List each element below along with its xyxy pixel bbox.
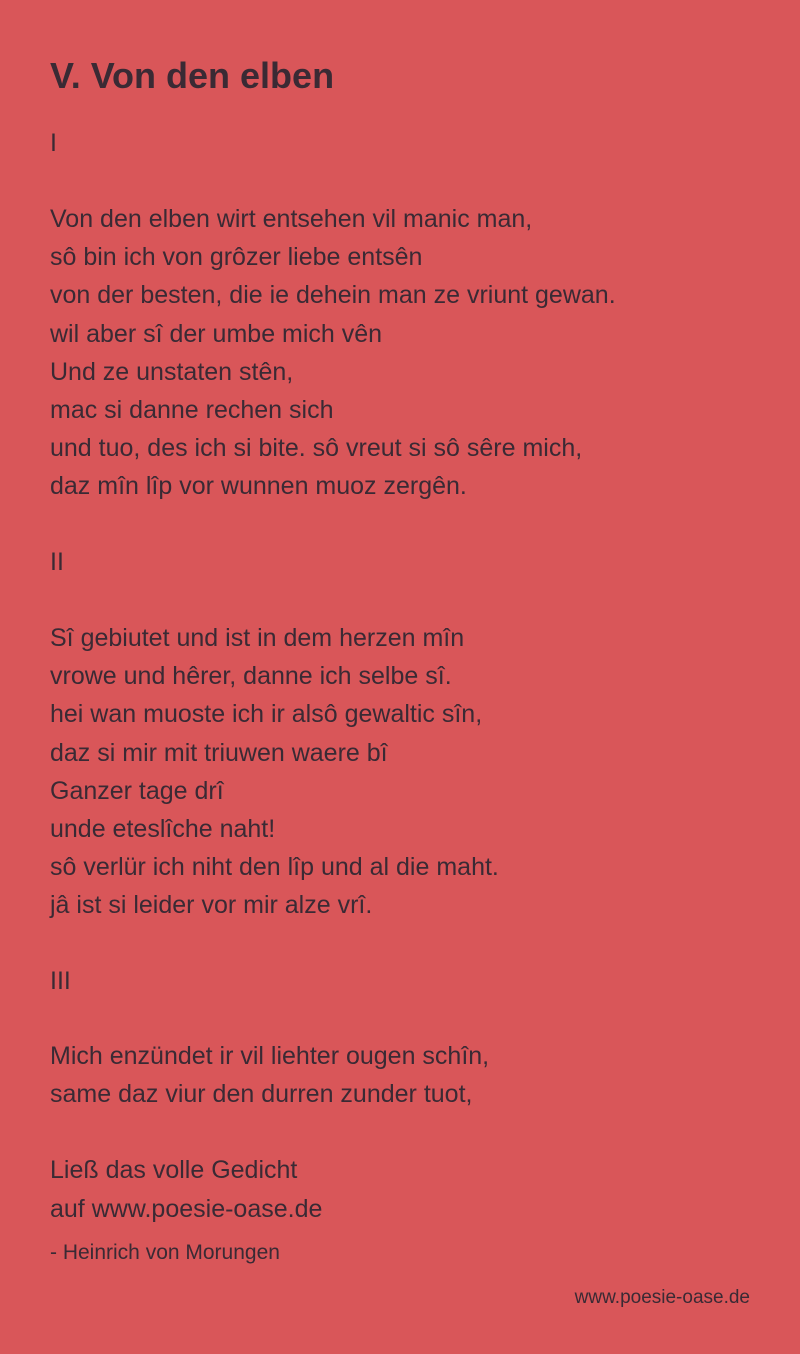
stanza-1-numeral: I — [50, 129, 57, 157]
poem-line: Von den elben wirt entsehen vil manic man, — [50, 205, 533, 233]
poem-line: Sî gebiutet und ist in dem herzen mîn — [50, 624, 465, 652]
poem-line: und tuo, des ich si bite. sô vreut si sô sêre mich, — [50, 434, 583, 463]
poem-line: daz si mir mit triuwen waere bî — [50, 738, 388, 767]
poem-line: von der besten, die ie dehein man ze vriunt gewan. — [50, 281, 616, 310]
poem-author: - Heinrich von Morungen — [50, 1241, 280, 1264]
poem-line: Ganzer tage drî — [50, 776, 224, 805]
cta-line: auf www.poesie-oase.de — [50, 1194, 323, 1223]
poem-line: Und ze unstaten stên, — [50, 357, 294, 386]
poem-line: mac si danne rechen sich — [50, 396, 334, 425]
poem-line: unde eteslîche naht! — [50, 815, 276, 844]
poem-line: Mich enzündet ir vil liehter ougen schîn, — [50, 1042, 490, 1070]
poem-line: wil aber sî der umbe mich vên — [50, 319, 383, 348]
poem-line: hei wan muoste ich ir alsô gewaltic sîn, — [50, 700, 483, 729]
poem-title: V. Von den elben — [50, 55, 335, 96]
stanza-2-numeral: II — [50, 548, 64, 576]
poem-line: daz mîn lîp vor wunnen muoz zergên. — [50, 472, 467, 501]
poem-line: jâ ist si leider vor mir alze vrî. — [50, 891, 373, 920]
footer-website: www.poesie-oase.de — [574, 1287, 750, 1308]
stanza-2 — [50, 619, 499, 925]
full-poem-link-text — [50, 1151, 322, 1228]
cta-line: Ließ das volle Gedicht — [50, 1156, 298, 1184]
poem-line: sô bin ich von grôzer liebe entsên — [50, 243, 423, 272]
poem-line: same daz viur den durren zunder tuot, — [50, 1080, 473, 1109]
poem-line: vrowe und hêrer, danne ich selbe sî. — [50, 662, 452, 691]
stanza-3 — [50, 1037, 489, 1113]
poem-line: sô verlür ich niht den lîp und al die maht. — [50, 853, 499, 882]
stanza-3-numeral: III — [50, 967, 71, 995]
stanza-1 — [50, 200, 616, 506]
